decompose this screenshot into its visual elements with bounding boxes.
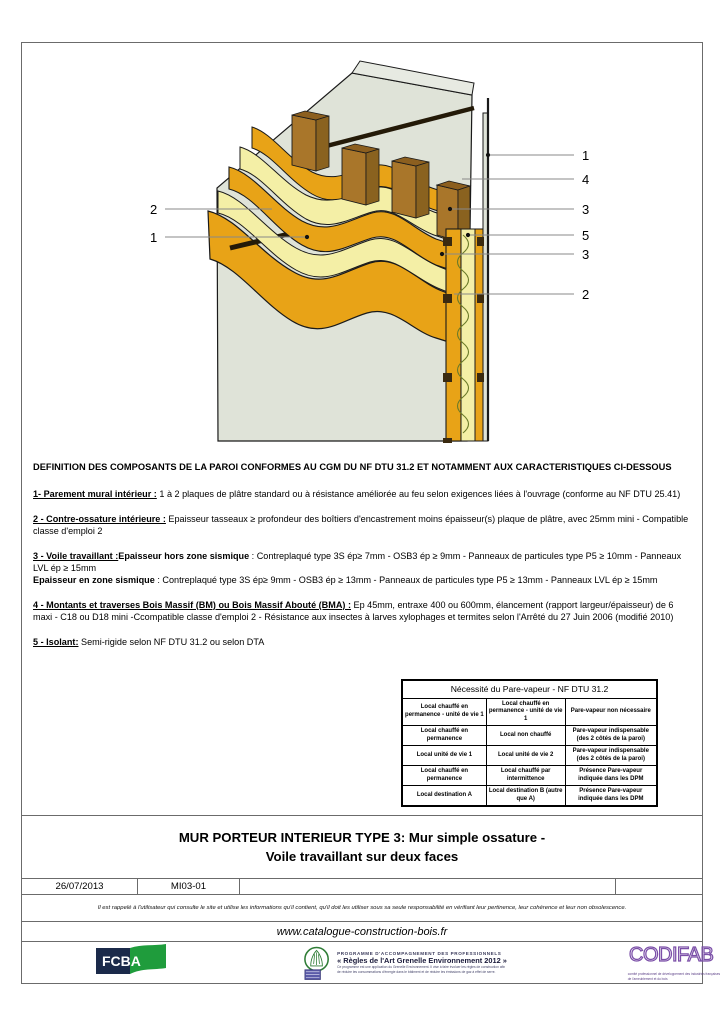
codifab-logo-text: CODIFAB xyxy=(628,943,714,966)
fixing-3 xyxy=(443,373,452,382)
codifab-sub-line: comité professionnel de développement des industries françaises de l'ameublement et du bois xyxy=(627,971,721,981)
fixing-r2 xyxy=(477,294,484,303)
definition-2-title: 2 - Contre-ossature intérieure : xyxy=(33,513,166,524)
table-cell: Pare-vapeur indispensable (des 2 côtés de la paroi) xyxy=(565,746,656,766)
metadata-row xyxy=(22,879,702,895)
definition-3-sub1-label: Epaisseur hors zone sismique xyxy=(118,550,250,561)
definition-5-title: 5 - Isolant: xyxy=(33,636,79,647)
table-cell: Présence Pare-vapeur indiquée dans les DPM xyxy=(565,786,656,806)
table-cell: Local unité de vie 1 xyxy=(403,746,487,766)
definitions-heading: DEFINITION DES COMPOSANTS DE LA PAROI CONFORMES AU CGM DU NF DTU 31.2 ET NOTAMMENT AUX CARACTERISTIQUES CI-DESSOUS xyxy=(33,462,672,472)
fixing-4 xyxy=(443,438,452,443)
callout-right-3a: 3 xyxy=(582,202,590,217)
document-reference: MI03-01 xyxy=(138,879,240,894)
callout-right-2: 2 xyxy=(582,287,590,302)
fcba-logo-text: FCBA xyxy=(102,953,141,969)
definition-3-sub2-body: : Contreplaqué type 3S ép≥ 9mm - OSB3 ép ≥ 13mm - Panneaux de particules type P5 ≥ 13mm - Panneaux LVL ép ≥ 15mm xyxy=(154,574,658,585)
pare-vapeur-table xyxy=(401,679,658,807)
definition-4-body: Ep 45mm, entraxe 400 ou 600mm, élancement (rapport largeur/épaisseur) de 6 maxi - C18 ou D18 mini -Ccompatible classe d'emploi 2 - Résistance aux insectes à larves xylophages et termites selon l'Arrêté du 27 Juin 2006 (modifié 2010) xyxy=(33,599,674,622)
definition-5-body: Semi-rigide selon NF DTU 31.2 ou selon DTA xyxy=(78,636,265,647)
table-cell: Local chauffé en permanence - unité de vie 1 xyxy=(486,698,565,726)
stud-1 xyxy=(292,111,329,171)
table-cell: Présence Pare-vapeur indiquée dans les DPM xyxy=(565,766,656,786)
fixing-1 xyxy=(443,237,452,246)
table-cell: Local chauffé en permanence - unité de vie 1 xyxy=(403,698,487,726)
definition-item-5 xyxy=(33,636,693,648)
metadata-cell-empty-1 xyxy=(240,879,616,894)
callout-right-3b: 3 xyxy=(582,247,590,262)
definition-1-body: 1 à 2 plaques de plâtre standard ou à résistance améliorée au feu selon exigences liées à l'ouvrage (conforme au NF DTU 25.41) xyxy=(156,488,681,499)
table-cell: Local chauffé en permanence xyxy=(403,726,487,746)
fcba-logo xyxy=(94,944,170,981)
table-row xyxy=(403,766,657,786)
table-cell: Local chauffé en permanence xyxy=(403,766,487,786)
table-cell: Pare-vapeur non nécessaire xyxy=(565,698,656,726)
table-cell: Local unité de vie 2 xyxy=(486,746,565,766)
rage-main-line: « Règles de l'Art Grenelle Environnement 2012 » xyxy=(337,955,507,965)
definition-3-sub1-body: : Contreplaqué type 3S ép≥ 7mm - OSB3 ép ≥ 9mm - Panneaux de particules type P5 ≥ 10mm - Panneaux LVL ép ≥ 15mm xyxy=(33,550,682,573)
title-line-1: MUR PORTEUR INTERIEUR TYPE 3: Mur simple ossature - xyxy=(178,829,546,845)
callout-left-1: 1 xyxy=(150,230,158,245)
title-line-2: Voile travaillant sur deux faces xyxy=(265,849,459,864)
definition-item-3 xyxy=(33,550,693,586)
fixing-r3 xyxy=(477,373,484,382)
callout-right-1: 1 xyxy=(582,148,590,163)
table-row xyxy=(403,786,657,806)
logo-bar xyxy=(22,942,721,984)
stud-3 xyxy=(392,157,429,218)
definition-item-1 xyxy=(33,488,693,500)
definition-1-title: 1- Parement mural intérieur : xyxy=(33,488,157,499)
website-url[interactable]: www.catalogue-construction-bois.fr xyxy=(22,922,702,942)
table-cell: Local chauffé par intermittence xyxy=(486,766,565,786)
fixing-r1 xyxy=(477,237,484,246)
definition-4-title: 4 - Montants et traverses Bois Massif (BM) ou Bois Massif Abouté (BMA) : xyxy=(33,599,351,610)
table-cell: Local destination B (autre que A) xyxy=(486,786,565,806)
document-date: 26/07/2013 xyxy=(22,879,138,894)
callout-right-5: 5 xyxy=(582,228,590,243)
title-block xyxy=(22,815,702,879)
definition-3-title: 3 - Voile travaillant : xyxy=(33,550,119,561)
rage-top-line: PROGRAMME D'ACCOMPAGNEMENT DES PROFESSIONNELS xyxy=(337,950,502,956)
rage-logo xyxy=(302,946,508,980)
definition-2-body: Epaisseur tasseaux ≥ profondeur des boîtiers d'encastrement moins épaisseur(s) plaque de plâtre, avec 25mm mini - Compatible classe d'emploi 2 xyxy=(33,513,689,536)
table-cell: Pare-vapeur indispensable (des 2 côtés de la paroi) xyxy=(565,726,656,746)
metadata-cell-empty-2 xyxy=(616,879,702,894)
codifab-logo xyxy=(628,944,724,982)
wall-assembly-diagram xyxy=(22,43,704,443)
callout-dots-left xyxy=(305,235,309,239)
stud-2 xyxy=(342,144,379,205)
rage-emblem-icon xyxy=(302,946,331,980)
table-title: Nécessité du Pare-vapeur - NF DTU 31.2 xyxy=(403,681,657,699)
document-page xyxy=(21,42,721,984)
table-title-row xyxy=(403,681,657,699)
table-cell: Local destination A xyxy=(403,786,487,806)
fixing-2 xyxy=(443,294,452,303)
definition-3-sub2-label: Epaisseur en zone sismique xyxy=(33,574,155,585)
table-row xyxy=(403,746,657,766)
table-row xyxy=(403,726,657,746)
callout-right-4: 4 xyxy=(582,172,590,187)
disclaimer-text: Il est rappelé à l'utilisateur qui consulte le site et utilise les informations qu'il contient, qu'il doit les utiliser sous sa seule responsabilité en vérifiant leur pertinence, leur cohérence et leur non obsolescence. xyxy=(22,895,702,922)
callout-left-2: 2 xyxy=(150,202,158,217)
definition-item-4 xyxy=(33,599,693,623)
table-cell: Local non chauffé xyxy=(486,726,565,746)
rage-sub-line: Ce programme est une application du Grenelle Environnement. Il vise à faire évoluer les règles de construction afin de réduire les consommations d'énergie dans le bâtiment et de réduire les émissions de gaz à effet de serre. xyxy=(337,964,506,974)
definition-item-2 xyxy=(33,513,693,537)
component-definitions xyxy=(33,461,693,661)
table-row xyxy=(403,698,657,726)
